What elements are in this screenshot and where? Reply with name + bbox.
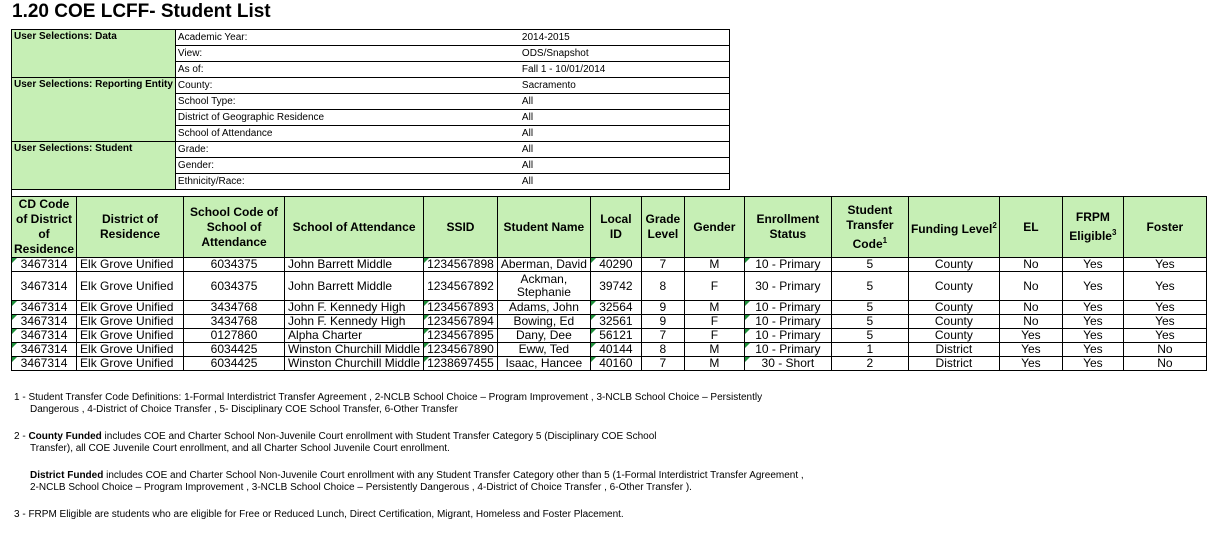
cell-funding-level: County xyxy=(908,272,999,301)
cell-transfer-code: 5 xyxy=(831,315,908,329)
selection-row xyxy=(12,78,730,94)
cell-enrollment: 10 - Primary xyxy=(744,258,831,272)
cell-enrollment: 10 - Primary xyxy=(744,343,831,357)
cell-cd-code: 3467314 xyxy=(12,329,77,343)
table-row xyxy=(12,329,1207,343)
cell-school-code: 6034375 xyxy=(184,258,285,272)
col-ssid: SSID xyxy=(424,197,498,258)
cell-el: Yes xyxy=(999,343,1062,357)
cell-local-id: 56121 xyxy=(590,329,641,343)
cell-ssid: 1234567893 xyxy=(424,301,498,315)
cell-student-name: Bowing, Ed xyxy=(497,315,590,329)
cell-gender: M xyxy=(684,343,744,357)
cell-frpm: Yes xyxy=(1062,258,1123,272)
cell-enrollment: 30 - Primary xyxy=(744,272,831,301)
cell-district: Elk Grove Unified xyxy=(77,315,184,329)
cell-local-id: 32561 xyxy=(590,315,641,329)
cell-foster: Yes xyxy=(1123,301,1206,315)
col-local-id: Local ID xyxy=(590,197,641,258)
cell-foster: Yes xyxy=(1123,272,1206,301)
county-funded-label: County Funded xyxy=(28,431,102,442)
selection-group-label: User Selections: Student xyxy=(12,142,176,190)
cell-gender: F xyxy=(684,272,744,301)
cell-foster: Yes xyxy=(1123,315,1206,329)
selection-label: Ethnicity/Race: xyxy=(175,174,520,190)
selection-label: Grade: xyxy=(175,142,520,158)
cell-el: No xyxy=(999,272,1062,301)
selection-label: As of: xyxy=(175,62,520,78)
cell-ssid: 1234567895 xyxy=(424,329,498,343)
cell-grade: 7 xyxy=(641,357,684,371)
table-row xyxy=(12,301,1207,315)
cell-el: No xyxy=(999,301,1062,315)
selection-label: Academic Year: xyxy=(175,30,520,46)
cell-enrollment: 10 - Primary xyxy=(744,315,831,329)
cell-school: John F. Kennedy High xyxy=(285,315,424,329)
cell-ssid: 1234567890 xyxy=(424,343,498,357)
selection-label: View: xyxy=(175,46,520,62)
cell-grade: 7 xyxy=(641,258,684,272)
footnote-2b xyxy=(14,470,1014,494)
footnote-3: 3 - FRPM Eligible are students who are eligible for Free or Reduced Lunch, Direct Certification, Migrant, Homeless and Foster Placement. xyxy=(14,509,624,520)
cell-el: Yes xyxy=(999,357,1062,371)
footnote-2-text: includes COE and Charter School Non-Juvenile Court enrollment with Student Transfer Category 5 (Disciplinary COE School xyxy=(101,431,657,442)
cell-foster: Yes xyxy=(1123,329,1206,343)
cell-frpm: Yes xyxy=(1062,272,1123,301)
cell-school-code: 3434768 xyxy=(184,315,285,329)
cell-district: Elk Grove Unified xyxy=(77,258,184,272)
district-funded-label: District Funded xyxy=(30,470,104,481)
cell-transfer-code: 1 xyxy=(831,343,908,357)
cell-school: John Barrett Middle xyxy=(285,258,424,272)
cell-school: Alpha Charter xyxy=(285,329,424,343)
user-selections-table xyxy=(11,29,730,205)
selection-label: Gender: xyxy=(175,158,520,174)
footnote-2b-line2: 2-NCLB School Choice – Program Improvement , 3-NCLB School Choice – Persistently Dangerous , 4-District of Choice Transfer , 6-Other Transfer ). xyxy=(30,482,692,493)
cell-school: Winston Churchill Middle xyxy=(285,343,424,357)
cell-local-id: 32564 xyxy=(590,301,641,315)
cell-gender: M xyxy=(684,357,744,371)
cell-enrollment: 30 - Short xyxy=(744,357,831,371)
col-funding-sup: 2 xyxy=(992,220,997,230)
col-funding-label: Funding Level xyxy=(910,221,993,236)
cell-cd-code: 3467314 xyxy=(12,357,77,371)
selection-label: School Type: xyxy=(175,94,520,110)
cell-school: Winston Churchill Middle xyxy=(285,357,424,371)
cell-school-code: 6034375 xyxy=(184,272,285,301)
cell-ssid: 1238697455 xyxy=(424,357,498,371)
selection-value: All xyxy=(520,94,730,110)
cell-grade: 8 xyxy=(641,272,684,301)
cell-district: Elk Grove Unified xyxy=(77,329,184,343)
cell-cd-code: 3467314 xyxy=(12,343,77,357)
cell-frpm: Yes xyxy=(1062,357,1123,371)
selection-label: County: xyxy=(175,78,520,94)
cell-local-id: 40290 xyxy=(590,258,641,272)
cell-enrollment: 10 - Primary xyxy=(744,329,831,343)
cell-foster: No xyxy=(1123,343,1206,357)
cell-transfer-code: 5 xyxy=(831,272,908,301)
cell-student-name: Adams, John xyxy=(497,301,590,315)
cell-grade: 7 xyxy=(641,329,684,343)
col-district: District of Residence xyxy=(77,197,184,258)
cell-transfer-code: 5 xyxy=(831,301,908,315)
cell-grade: 9 xyxy=(641,315,684,329)
col-frpm-label: FRPM Eligible xyxy=(1069,210,1112,243)
cell-student-name: Dany, Dee xyxy=(497,329,590,343)
table-row xyxy=(12,315,1207,329)
cell-foster: No xyxy=(1123,357,1206,371)
cell-foster: Yes xyxy=(1123,258,1206,272)
selection-value: All xyxy=(520,142,730,158)
cell-funding-level: District xyxy=(908,357,999,371)
cell-local-id: 40144 xyxy=(590,343,641,357)
selection-label: District of Geographic Residence xyxy=(175,110,520,126)
cell-ssid: 1234567892 xyxy=(424,272,498,301)
col-frpm-sup: 3 xyxy=(1111,228,1117,237)
cell-school-code: 6034425 xyxy=(184,357,285,371)
page-title: 1.20 COE LCFF- Student List xyxy=(12,1,271,22)
cell-funding-level: District xyxy=(908,343,999,357)
cell-district: Elk Grove Unified xyxy=(77,357,184,371)
cell-student-name: Isaac, Hancee xyxy=(497,357,590,371)
cell-frpm: Yes xyxy=(1062,343,1123,357)
student-list-table xyxy=(11,196,1207,371)
cell-district: Elk Grove Unified xyxy=(77,272,184,301)
cell-cd-code: 3467314 xyxy=(12,272,77,301)
footnote-2-line2: Transfer), all COE Juvenile Court enrollment, and all Charter School Juvenile Court enrollment. xyxy=(30,443,450,454)
cell-enrollment: 10 - Primary xyxy=(744,301,831,315)
selection-value: Fall 1 - 10/01/2014 xyxy=(520,62,730,78)
table-row xyxy=(12,343,1207,357)
cell-gender: M xyxy=(684,258,744,272)
cell-funding-level: County xyxy=(908,329,999,343)
cell-school: John F. Kennedy High xyxy=(285,301,424,315)
cell-cd-code: 3467314 xyxy=(12,301,77,315)
cell-local-id: 40160 xyxy=(590,357,641,371)
cell-frpm: Yes xyxy=(1062,329,1123,343)
cell-school-code: 3434768 xyxy=(184,301,285,315)
selection-value: ODS/Snapshot xyxy=(520,46,730,62)
cell-grade: 9 xyxy=(641,301,684,315)
cell-el: No xyxy=(999,258,1062,272)
selection-value: 2014-2015 xyxy=(520,30,730,46)
selection-group-label: User Selections: Reporting Entity xyxy=(12,78,176,142)
col-enrollment: Enrollment Status xyxy=(744,197,831,258)
col-el: EL xyxy=(999,197,1062,258)
col-transfer-label: Student Transfer Code xyxy=(846,202,894,251)
col-foster: Foster xyxy=(1123,197,1206,258)
cell-funding-level: County xyxy=(908,258,999,272)
selection-row xyxy=(12,30,730,46)
cell-el: No xyxy=(999,315,1062,329)
cell-cd-code: 3467314 xyxy=(12,315,77,329)
table-row xyxy=(12,357,1207,371)
footnote-1-line1: 1 - Student Transfer Code Definitions: 1-Formal Interdistrict Transfer Agreement , 2-NCLB School Choice – Program Improvement , 3-NCLB School Choice – Persistently xyxy=(14,392,763,403)
cell-ssid: 1234567898 xyxy=(424,258,498,272)
cell-cd-code: 3467314 xyxy=(12,258,77,272)
footnote-2b-line1 xyxy=(14,470,1014,482)
cell-frpm: Yes xyxy=(1062,315,1123,329)
col-frpm xyxy=(1062,197,1123,258)
selection-label: School of Attendance xyxy=(175,126,520,142)
cell-transfer-code: 5 xyxy=(831,258,908,272)
selection-value: All xyxy=(520,110,730,126)
header-row xyxy=(12,197,1207,258)
col-funding xyxy=(908,197,999,258)
cell-el: Yes xyxy=(999,329,1062,343)
cell-school-code: 6034425 xyxy=(184,343,285,357)
cell-local-id: 39742 xyxy=(590,272,641,301)
col-gender: Gender xyxy=(684,197,744,258)
cell-gender: M xyxy=(684,301,744,315)
footnote-1 xyxy=(14,392,1014,416)
footnotes xyxy=(14,392,1014,536)
cell-student-name: Eww, Ted xyxy=(497,343,590,357)
cell-student-name: Ackman, Stephanie xyxy=(497,272,590,301)
footnote-2-prefix: 2 - xyxy=(14,431,29,442)
col-grade: Grade Level xyxy=(641,197,684,258)
col-school: School of Attendance xyxy=(285,197,424,258)
cell-funding-level: County xyxy=(908,315,999,329)
selection-value: Sacramento xyxy=(520,78,730,94)
cell-gender: F xyxy=(684,315,744,329)
selection-row xyxy=(12,142,730,158)
cell-school-code: 0127860 xyxy=(184,329,285,343)
cell-school: John Barrett Middle xyxy=(285,272,424,301)
selection-value: All xyxy=(520,174,730,190)
footnote-2-line1 xyxy=(14,431,1014,443)
cell-ssid: 1234567894 xyxy=(424,315,498,329)
cell-student-name: Aberman, David xyxy=(497,258,590,272)
cell-frpm: Yes xyxy=(1062,301,1123,315)
cell-district: Elk Grove Unified xyxy=(77,343,184,357)
cell-transfer-code: 5 xyxy=(831,329,908,343)
selection-value: All xyxy=(520,158,730,174)
col-student-name: Student Name xyxy=(497,197,590,258)
table-row xyxy=(12,258,1207,272)
col-transfer-sup: 1 xyxy=(882,235,888,245)
cell-transfer-code: 2 xyxy=(831,357,908,371)
col-school-code: School Code of School of Attendance xyxy=(184,197,285,258)
col-transfer xyxy=(831,197,908,258)
col-cd-code: CD Code of District of Residence xyxy=(12,197,77,258)
footnote-2b-text: includes COE and Charter School Non-Juvenile Court enrollment with any Student Transfer Category other than 5 (1-Formal Interdistrict Transfer Agreement , xyxy=(103,470,804,481)
table-row xyxy=(12,272,1207,301)
selection-group-label: User Selections: Data xyxy=(12,30,176,78)
cell-district: Elk Grove Unified xyxy=(77,301,184,315)
cell-gender: F xyxy=(684,329,744,343)
cell-grade: 8 xyxy=(641,343,684,357)
cell-funding-level: County xyxy=(908,301,999,315)
footnote-1-line2: Dangerous , 4-District of Choice Transfer , 5- Disciplinary COE School Transfer, 6-Other Transfer xyxy=(30,404,458,415)
footnote-2 xyxy=(14,431,1014,455)
selection-value: All xyxy=(520,126,730,142)
